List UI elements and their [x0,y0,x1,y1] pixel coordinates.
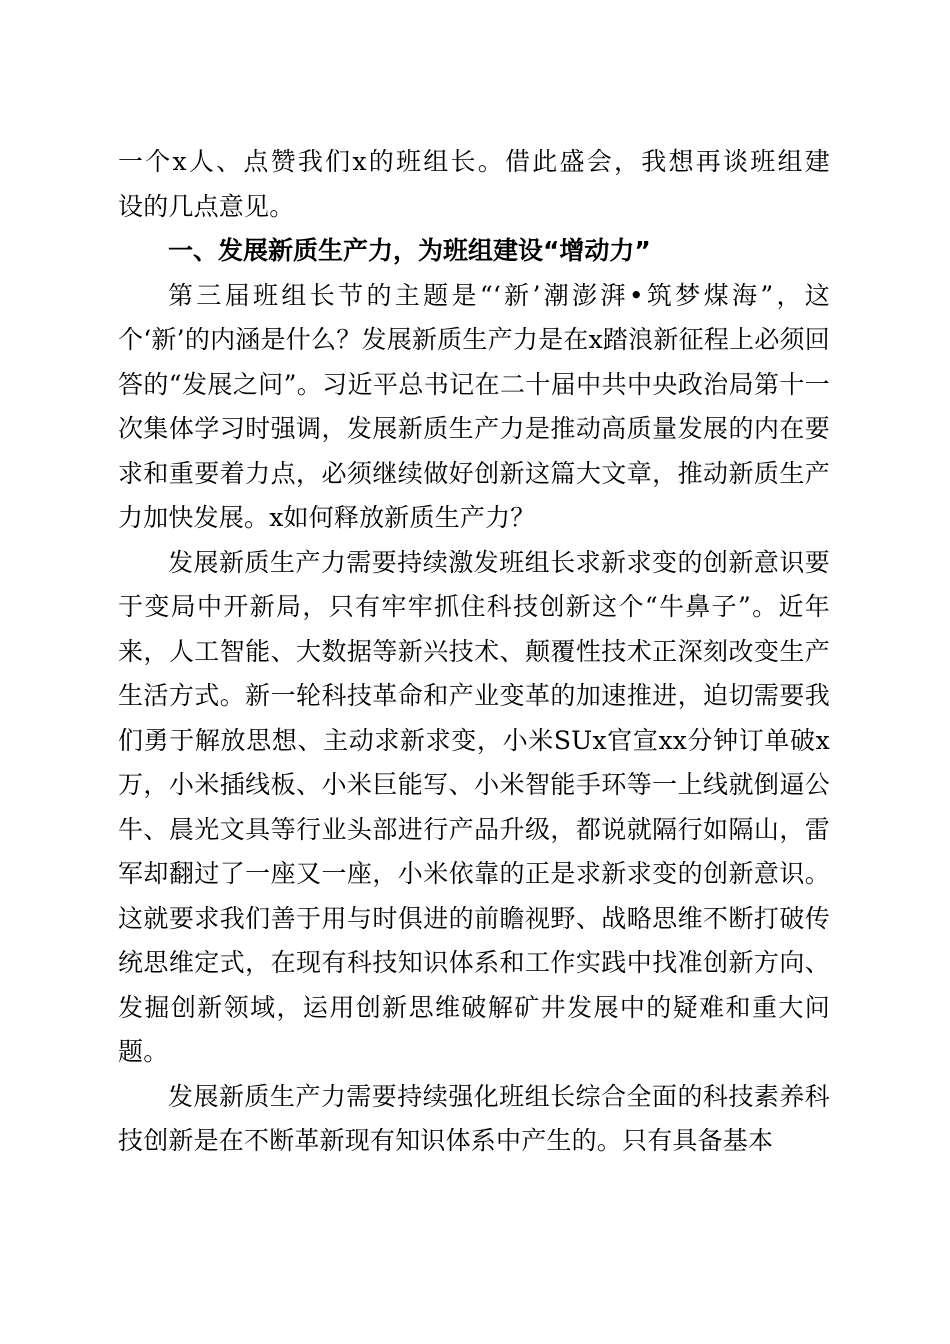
body-paragraph-2: 发展新质生产力需要持续激发班组长求新求变的创新意识要于变局中开新局，只有牢牢抓住科技创新这个“牛鼻子”。近年来，人工智能、大数据等新兴技术、颠覆性技术正深刻改变生产生活方式。新一轮科技革命和产业变革的加速推进，迫切需要我们勇于解放思想、主动求新求变，小米SUx官宣xx分钟订单破x万，小米插线板、小米巨能写、小米智能手环等一上线就倒逼公牛、晨光文具等行业头部进行产品升级，都说就隔行如隔山，雷军却翻过了一座又一座，小米依靠的正是求新求变的创新意识。这就要求我们善于用与时俱进的前瞻视野、战略思维不断打破传统思维定式，在现有科技知识体系和工作实践中找准创新方向、发掘创新领域，运用创新思维破解矿井发展中的疑难和重大问题。 [118,547,830,1066]
body-paragraph-1: 第三届班组长节的主题是“‘新’潮澎湃•筑梦煤海”，这个‘新’的内涵是什么？发展新质生产力是在x踏浪新征程上必须回答的“发展之问”。习近平总书记在二十届中共中央政治局第十一次集体学习时强调，发展新质生产力是推动高质量发展的内在要求和重要着力点，必须继续做好创新这篇大文章，推动新质生产力加快发展。x如何释放新质生产力？ [118,280,830,532]
opening-paragraph [118,140,830,229]
body-paragraph-3: 发展新质生产力需要持续强化班组长综合全面的科技素养科技创新是在不断革新现有知识体系中产生的。只有具备基本 [118,1081,830,1155]
text-line: 设的几点意见。 [118,191,295,221]
section-heading: 一、发展新质生产力，为班组建设“增动力” [168,236,651,265]
text-line: 一个x人、点赞我们x的班组长。借此盛会，我想再谈班组建 [118,147,830,176]
document-body [118,140,830,1164]
